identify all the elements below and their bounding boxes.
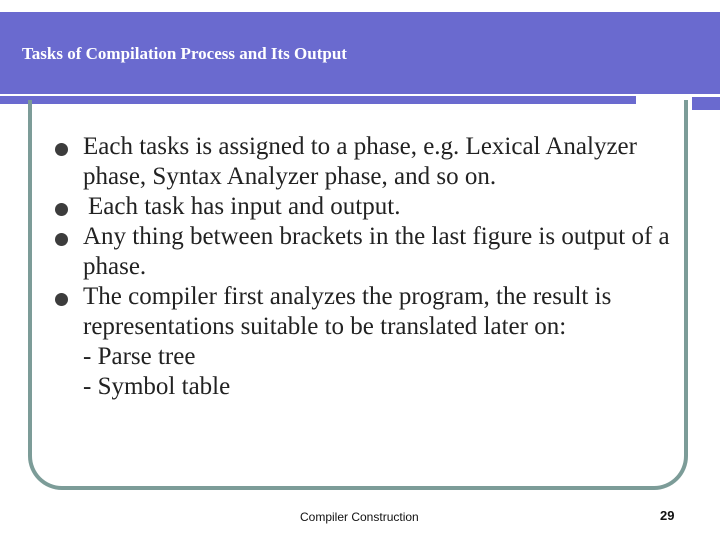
bullet-item	[55, 282, 675, 342]
slide-title: Tasks of Compilation Process and Its Output	[22, 44, 347, 63]
bullet-item	[55, 192, 675, 222]
bullet-text: Any thing between brackets in the last figure is output of a phase.	[83, 223, 670, 280]
bullet-dot-icon	[55, 203, 68, 216]
bullet-text: Each tasks is assigned to a phase, e.g. Lexical Analyzer phase, Syntax Analyzer phase, and so on.	[83, 133, 637, 190]
bullet-text: The compiler first analyzes the program, the result is representations suitable to be translated later on:	[83, 283, 612, 340]
bullet-list	[55, 132, 675, 402]
bullet-item	[55, 222, 675, 282]
bullet-dot-icon	[55, 233, 68, 246]
bullet-item	[55, 132, 675, 192]
sub-item-symbol-table: - Symbol table	[83, 373, 231, 400]
bullet-dot-icon	[55, 293, 68, 306]
bullet-dot-icon	[55, 143, 68, 156]
page-number: 29	[660, 508, 675, 523]
sub-item-parse-tree: - Parse tree	[83, 343, 196, 370]
bullet-text: Each task has input and output.	[88, 193, 401, 220]
footer-text: Compiler Construction	[300, 510, 419, 524]
